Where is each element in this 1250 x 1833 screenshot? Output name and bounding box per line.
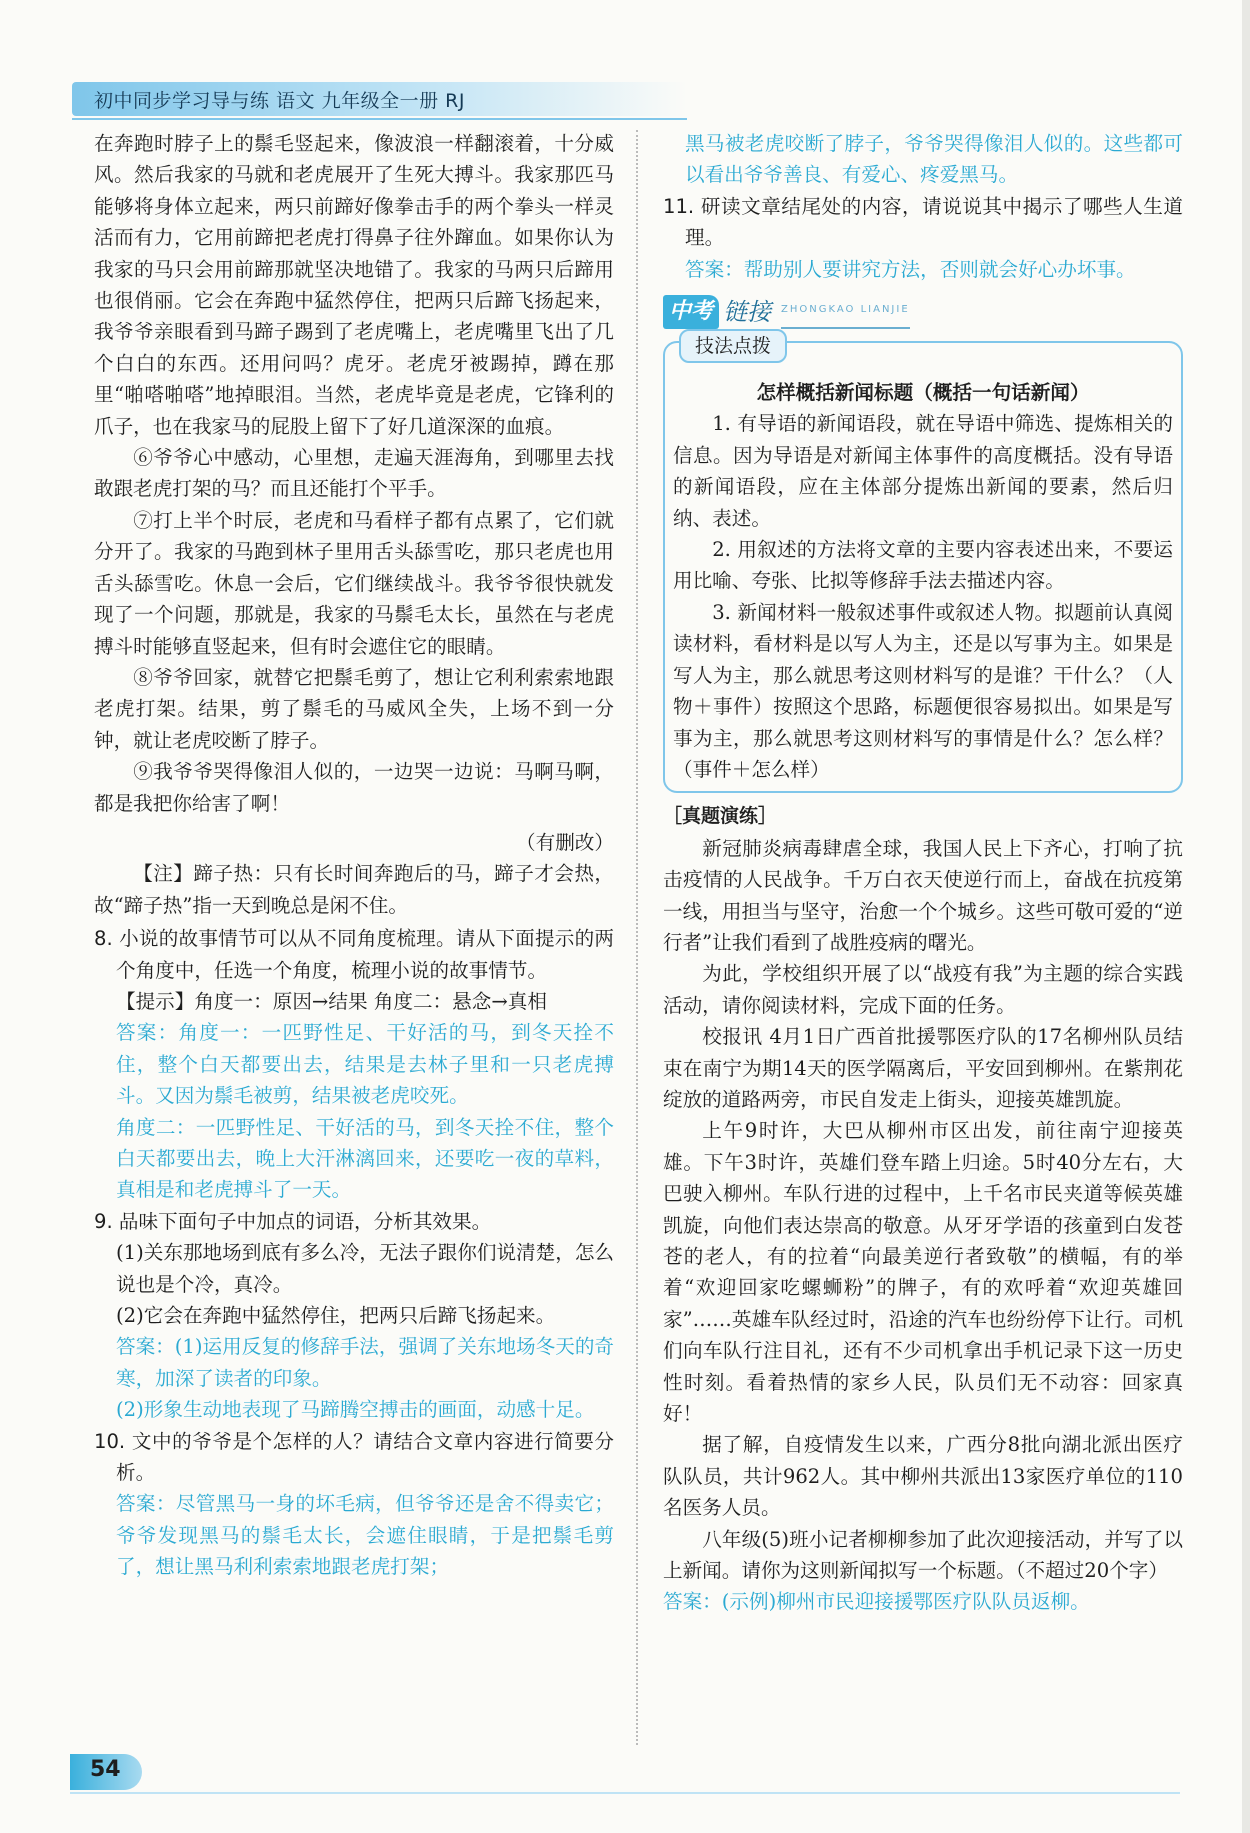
link-word: 链接 <box>723 298 772 327</box>
exam-paragraph-2: 为此，学校组织开展了以“战疫有我”为主题的综合实践活动，请你阅读材料，完成下面的任务。 <box>663 962 1183 1017</box>
exam-answer: 答案：(示例)柳州市民迎接援鄂医疗队队员返柳。 <box>663 1590 1090 1614</box>
story-paragraph-8: ⑧爷爷回家，就替它把鬃毛剪了，想让它利利索索地跟老虎打架。结果，剪了鬃毛的马威风全失，上场不到一分钟，就让老虎咬断了脖子。 <box>94 665 614 752</box>
column-divider <box>636 130 638 1745</box>
story-paragraph-7: ⑦打上半个时辰，老虎和马看样子都有点累了，它们就分开了。我家的马跑到林子里用舌头舔雪吃，那只老虎也用舌头舔雪吃。休息一会后，它们继续战斗。我爷爷很快就发现了一个问题，那就是，我家的马鬃毛太长，虽然在与老虎搏斗时能够直竖起来，但有时会遮住它的眼睛。 <box>94 508 614 658</box>
answer-9-item-1: 答案：(1)运用反复的修辞手法，强调了关东地场冬天的奇寒，加深了读者的印象。 <box>116 1335 615 1390</box>
page-edge <box>1242 0 1250 1833</box>
real-exam-tag: ［真题演练］ <box>663 805 778 828</box>
right-column <box>663 128 1183 1618</box>
footnote: 【注】蹄子热：只有长时间奔跑后的马，蹄子才会热，故“蹄子热”指一天到晚总是闲不住。 <box>94 862 614 917</box>
answer-8-angle-2: 角度二：一匹野性足、干好活的马，到冬天拴不住，整个白天都要出去，晚上大汗淋漓回来，还要吃一夜的草料，真相是和老虎搏斗了一天。 <box>116 1115 614 1202</box>
answer-11: 答案：帮助别人要讲究方法，否则就会好心办坏事。 <box>685 257 1136 281</box>
source-note: （有删改） <box>516 830 614 854</box>
running-header: 初中同步学习导与练 语文 九年级全一册 RJ <box>94 90 465 112</box>
answer-10: 答案：尽管黑马一身的坏毛病，但爷爷还是舍不得卖它；爷爷发现黑马的鬃毛太长，会遮住眼睛，于是把鬃毛剪了，想让黑马利利索索地跟老虎打架； <box>116 1492 614 1579</box>
question-8: 8. 小说的故事情节可以从不同角度梳理。请从下面提示的两个角度中，任选一个角度，梳理小说的故事情节。 <box>94 927 614 982</box>
answer-9-item-2: (2)形象生动地表现了马蹄腾空搏击的画面，动感十足。 <box>116 1398 595 1422</box>
exam-paragraph-1: 新冠肺炎病毒肆虐全球，我国人民上下齐心，打响了抗击疫情的人民战争。千万白衣天使逆行而上，奋战在抗疫第一线，用担当与坚守，治愈一个个城乡。这些可敬可爱的“逆行者”让我们看到了战胜疫病的曙光。 <box>663 836 1183 954</box>
question-10: 10. 文中的爷爷是个怎样的人？请结合文章内容进行简要分析。 <box>94 1429 614 1485</box>
tip-3: 3. 新闻材料一般叙述事件或叙述人物。拟题前认真阅读材料，看材料是以写人为主，还是以写事为主。如果是写人为主，那么就思考这则材料写的是谁？干什么？（人物＋事件）按照这个思路，标题便很容易拟出。如果是写事为主，那么就思考这则材料写的事情是什么？怎么样？（事件＋怎么样） <box>673 600 1173 781</box>
tip-1: 1. 有导语的新闻语段，就在导语中筛选、提炼相关的信息。因为导语是对新闻主体事件的高度概括。没有导语的新闻语段，应在主体部分提炼出新闻的要素，然后归纳、表述。 <box>673 412 1173 530</box>
question-11: 11. 研读文章结尾处的内容，请说说其中揭示了哪些人生道理。 <box>663 194 1183 250</box>
question-8-hint: 【提示】角度一：原因→结果 角度二：悬念→真相 <box>116 989 547 1013</box>
technique-tips-tab: 技法点拨 <box>679 329 787 363</box>
heading-pinyin: ZHONGKAO LIANJIE <box>781 293 910 329</box>
answer-8-angle-1: 答案：角度一：一匹野性足、干好活的马，到冬天拴不住，整个白天都要出去，结果是去林子里和一只老虎搏斗。又因为鬃毛被剪，结果被老虎咬死。 <box>116 1021 614 1108</box>
page-number: 54 <box>90 1757 121 1782</box>
story-paragraph-9: ⑨我爷爷哭得像泪人似的，一边哭一边说：马啊马啊，都是我把你给害了啊！ <box>94 760 614 815</box>
technique-tips-box <box>663 335 1183 793</box>
question-9-item-2: (2)它会在奔跑中猛然停住，把两只后蹄飞扬起来。 <box>116 1304 556 1328</box>
exam-task: 八年级(5)班小记者柳柳参加了此次迎接活动，并写了以上新闻。请你为这则新闻拟写一个标题。（不超过20个字） <box>663 1527 1183 1583</box>
news-paragraph-3: 据了解，自疫情发生以来，广西分8批向湖北派出医疗队队员，共计962人。其中柳州共派出13家医疗单位的110名医务人员。 <box>663 1433 1183 1520</box>
header-rule <box>72 118 687 120</box>
footer-rule <box>70 1792 1180 1794</box>
story-paragraph-6: ⑥爷爷心中感动，心里想，走遍天涯海角，到哪里去找敢跟老虎打架的马？而且还能打个平手。 <box>94 446 614 501</box>
news-paragraph-2: 上午9时许，大巴从柳州市区出发，前往南宁迎接英雄。下午3时许，英雄们登车踏上归途。5时40分左右，大巴驶入柳州。车队行进的过程中，上千名市民夹道等候英雄凯旋，向他们表达崇高的敬意。从牙牙学语的孩童到白发苍苍的老人，有的拉着“向最美逆行者致敬”的横幅，有的举着“欢迎回家吃螺蛳粉”的牌子，有的欢呼着“欢迎英雄回家”……英雄车队经过时，沿途的汽车也纷纷停下让行。司机们向车队行注目礼，还有不少司机拿出手机记录下这一历史性时刻。看着热情的家乡人民，队员们无不动容：回家真好！ <box>663 1119 1183 1426</box>
tip-2: 2. 用叙述的方法将文章的主要内容表述出来，不要运用比喻、夸张、比拟等修辞手法去描述内容。 <box>673 538 1173 593</box>
zhongkao-badge: 中考 <box>663 295 719 329</box>
answer-10-continued: 黑马被老虎咬断了脖子，爷爷哭得像泪人似的。这些都可以看出爷爷善良、有爱心、疼爱黑马。 <box>685 132 1183 187</box>
question-9: 9. 品味下面句子中加点的词语，分析其效果。 <box>94 1209 492 1233</box>
tips-title: 怎样概括新闻标题（概括一句话新闻） <box>756 381 1090 405</box>
story-paragraph-5: 在奔跑时脖子上的鬃毛竖起来，像波浪一样翻滚着，十分威风。然后我家的马就和老虎展开了生死大搏斗。我家那匹马能够将身体立起来，两只前蹄好像拳击手的两个拳头一样灵活而有力，它用前蹄把老虎打得鼻子往外蹿血。如果你认为我家的马只会用前蹄那就坚决地错了。我家的马两只后蹄用也很俏丽。它会在奔跑中猛然停住，把两只后蹄飞扬起来，我爷爷亲眼看到马蹄子踢到了老虎嘴上，老虎嘴里飞出了几个白白的东西。还用问吗？虎牙。老虎牙被踢掉，蹲在那里“啪嗒啪嗒”地掉眼泪。当然，老虎毕竟是老虎，它锋利的爪子，也在我家马的屁股上留下了好几道深深的血痕。 <box>94 132 614 438</box>
question-9-item-1: (1)关东那地场到底有多么冷，无法子跟你们说清楚，怎么说也是个冷，真冷。 <box>116 1241 615 1296</box>
news-paragraph-1: 校报讯 4月1日广西首批援鄂医疗队的17名柳州队员结束在南宁为期14天的医学隔离后，平安回到柳州。在紫荆花绽放的道路两旁，市民自发走上街头，迎接英雄凯旋。 <box>663 1025 1183 1111</box>
left-column <box>94 128 614 1583</box>
zhongkao-link-heading <box>663 293 1183 329</box>
